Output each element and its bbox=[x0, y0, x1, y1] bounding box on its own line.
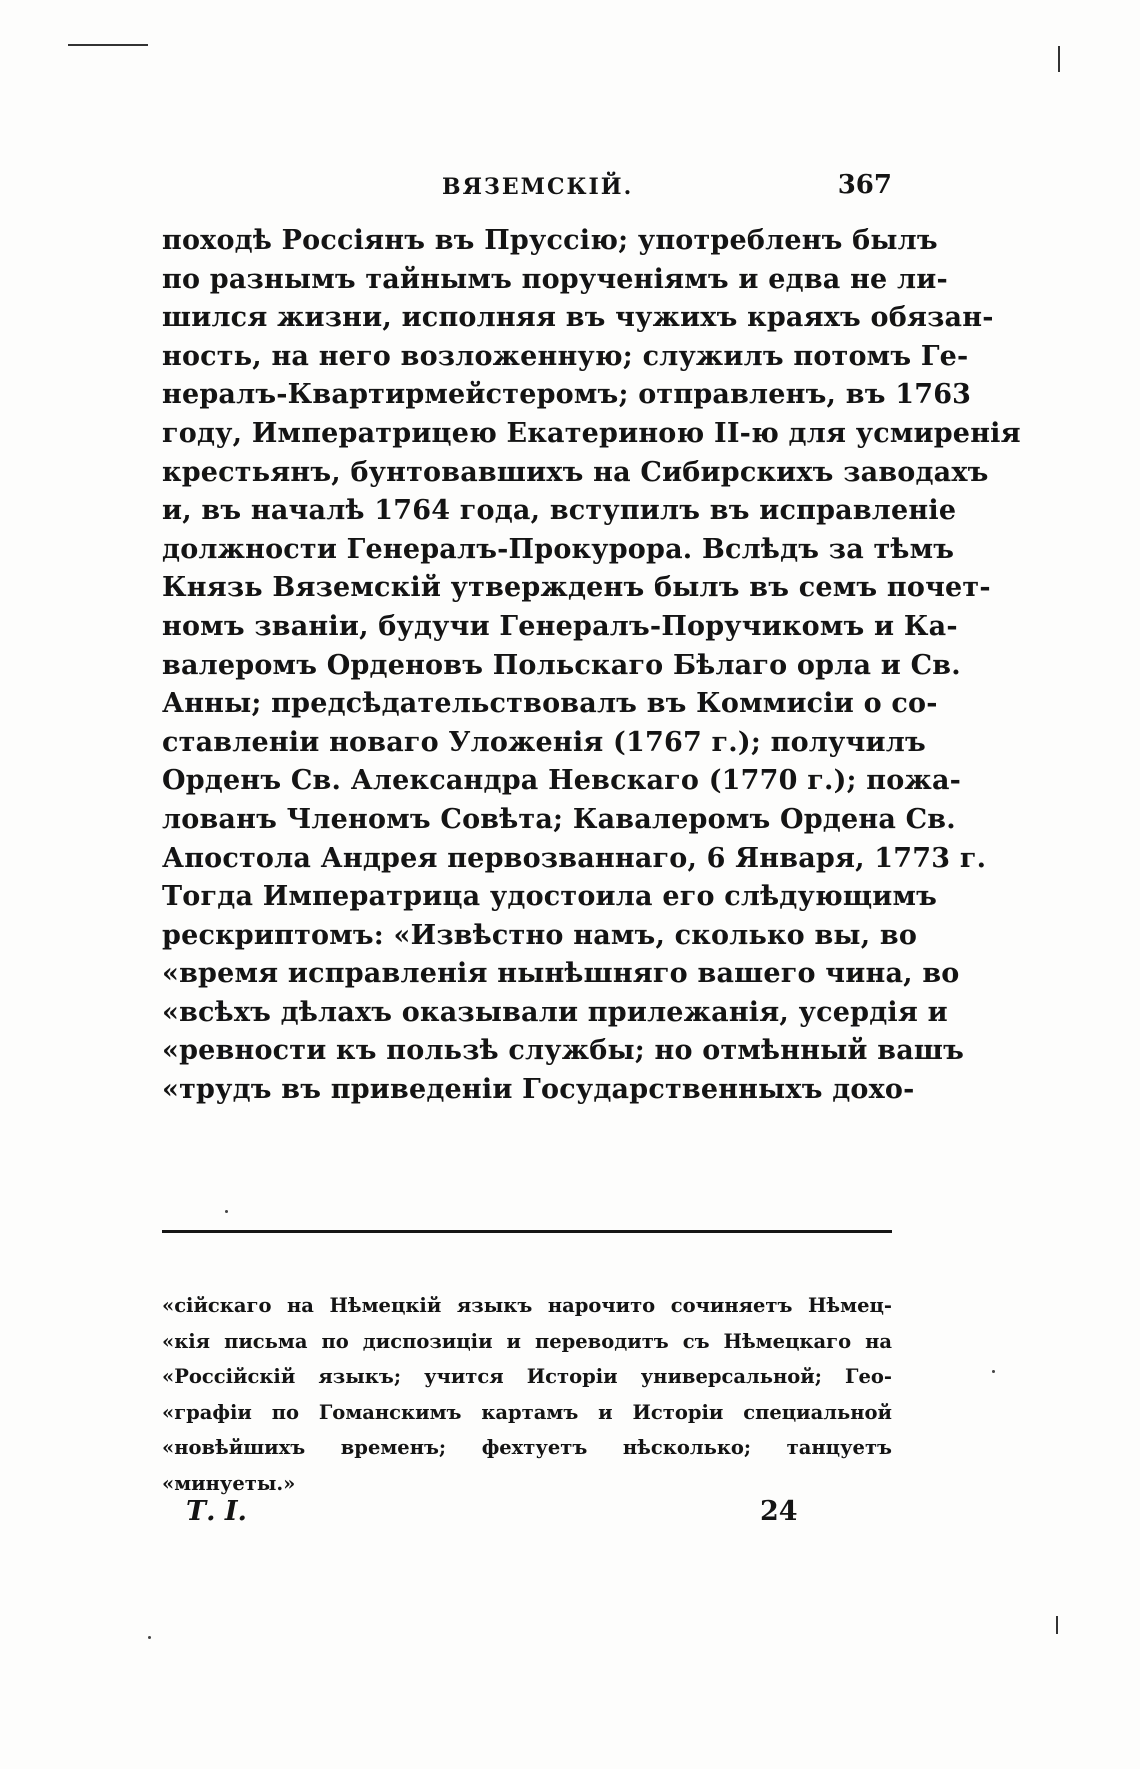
text-line: ность, на него возложенную; служилъ потомъ Ге- bbox=[162, 340, 969, 372]
main-text bbox=[162, 222, 1021, 1110]
text-line: Тогда Императрица удостоила его слѣдующимъ bbox=[162, 881, 938, 913]
footnote-line: «минуеты.» bbox=[162, 1471, 296, 1495]
text-line: Анны; предсѣдательствовалъ въ Коммисіи о со- bbox=[162, 688, 938, 720]
scan-edge-mark bbox=[1056, 1616, 1058, 1634]
page-number: 367 bbox=[837, 170, 892, 200]
signature-line bbox=[162, 1496, 892, 1536]
volume-mark: Т. I. bbox=[186, 1496, 247, 1527]
footnote-line: «сійскаго на Нѣмецкій языкъ нарочито сочиняетъ Нѣмец- bbox=[162, 1294, 892, 1317]
text-line: валеромъ Орденовъ Польскаго Бѣлаго орла и Св. bbox=[162, 649, 961, 681]
text-line: нералъ-Квартирмейстеромъ; отправленъ, въ 1763 bbox=[162, 379, 972, 411]
scan-edge-mark bbox=[1058, 46, 1060, 72]
text-line: шился жизни, исполняя въ чужихъ краяхъ обязан- bbox=[162, 302, 994, 334]
text-line: должности Генералъ-Прокурора. Вслѣдъ за тѣмъ bbox=[162, 533, 955, 565]
scan-speck bbox=[148, 1636, 151, 1639]
footnote-line: «графіи по Гоманскимъ картамъ и Исторіи специальной bbox=[162, 1400, 892, 1424]
text-line: крестьянъ, бунтовавшихъ на Сибирскихъ заводахъ bbox=[162, 456, 989, 488]
text-line: году, Императрицею Екатериною II-ю для усмиренія bbox=[162, 417, 1021, 449]
text-line: по разнымъ тайнымъ порученіямъ и едва не ли- bbox=[162, 263, 948, 295]
text-line: Орденъ Св. Александра Невскаго (1770 г.); пожа- bbox=[162, 765, 962, 797]
text-line: походѣ Россіянъ въ Пруссію; употребленъ былъ bbox=[162, 225, 938, 256]
text-line: номъ званіи, будучи Генералъ-Поручикомъ и Ка- bbox=[162, 610, 958, 642]
footnote-divider bbox=[162, 1230, 892, 1233]
text-line: «время исправленія нынѣшняго вашего чина, во bbox=[162, 958, 960, 990]
sheet-number: 24 bbox=[760, 1496, 798, 1527]
text-line: и, въ началѣ 1764 года, вступилъ въ исправленіе bbox=[162, 495, 957, 527]
footnote-line: «Россійскій языкъ; учится Исторіи универсальной; Гео- bbox=[162, 1365, 892, 1388]
text-line: лованъ Членомъ Совѣта; Кавалеромъ Ордена Св. bbox=[162, 803, 956, 835]
scan-edge-line bbox=[68, 44, 148, 46]
text-line: «ревности къ пользѣ службы; но отмѣнный вашъ bbox=[162, 1035, 965, 1067]
text-line: рескриптомъ: «Извѣстно намъ, сколько вы, во bbox=[162, 919, 918, 951]
footnote-line: «новѣйшихъ временъ; фехтуетъ нѣсколько; танцуетъ bbox=[162, 1436, 892, 1459]
text-line: «всѣхъ дѣлахъ оказывали прилежанія, усердія и bbox=[162, 996, 948, 1028]
running-head: ВЯЗЕМСКІЙ. bbox=[442, 174, 634, 200]
footnote-line: «кія письма по диспозиціи и переводитъ съ Нѣмецкаго на bbox=[162, 1329, 892, 1353]
page-header bbox=[162, 170, 892, 214]
text-line: Князь Вяземскій утвержденъ былъ въ семъ почет- bbox=[162, 572, 991, 604]
scan-speck bbox=[992, 1370, 995, 1373]
text-line: ставленіи новаго Уложенія (1767 г.); получилъ bbox=[162, 726, 926, 758]
text-line: «трудъ въ приведеніи Государственныхъ дохо- bbox=[162, 1074, 915, 1106]
text-line: Апостола Андрея первозваннаго, 6 Января, 1773 г. bbox=[162, 842, 987, 874]
footnote bbox=[162, 1288, 892, 1501]
scan-speck bbox=[225, 1210, 228, 1213]
